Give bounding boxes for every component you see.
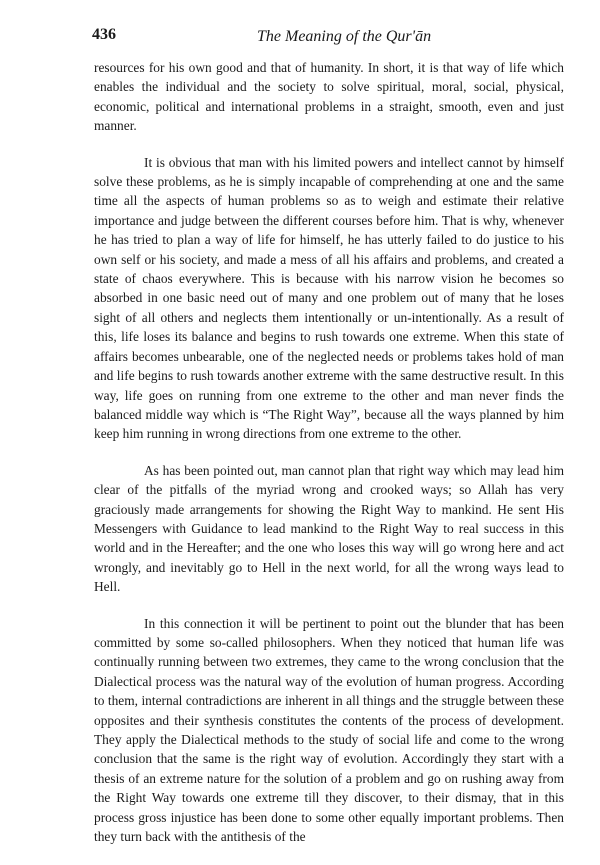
- page-number: 436: [92, 26, 116, 43]
- body-text: [94, 58, 564, 846]
- paragraph-continuation: resources for his own good and that of humanity. In short, it is that way of life which enables the individual and the society to solve spiritual, moral, social, physical, economic, political and international problems in a straight, smooth, even and just manner.: [94, 60, 564, 134]
- paragraph: As has been pointed out, man cannot plan that right way which may lead him clear of the pitfalls of the myriad wrong and crooked ways; so Allah has very graciously made arrangements for showing the Right Way to mankind. He sent His Messengers with Guidance to lead mankind to the Right Way to real success in this world and in the Hereafter; and the one who loses this way will go wrong here and act wrongly, and inevitably go to Hell in the next world, for all the wrong ways lead to Hell.: [94, 462, 564, 595]
- paragraph: It is obvious that man with his limited powers and intellect cannot by himself solve these problems, as he is simply incapable of comprehending at one and the same time all the aspects of human problems so as to weigh and estimate their relative importance and judge between the different courses before him. That is why, whenever he has tried to plan a way of life for himself, he has utterly failed to do justice to his own self or his society, and made a mess of all his affairs and problems, and created a state of chaos everywhere. This is because with his narrow vision he becomes so absorbed in one basic need out of many and one problem out of many that he loses sight of all others and neglects them intentionally or un-intentionally. As a result of this, life loses its balance and begins to rush towards one extreme. When this state of affairs becomes unbearable, one of the neglected needs or problems takes hold of man and life begins to rush towards another extreme with the same destructive result. In this way, life goes on running from one extreme to the other and man never finds the balanced middle way which is “The Right Way”, because all the ways planned by him keep him running in wrong directions from one extreme to the other.: [94, 154, 564, 442]
- paragraph: In this connection it will be pertinent to point out the blunder that has been committed by some so-called philosophers. When they noticed that human life was continually running between two extremes, they came to the wrong conclusion that the Dialectical process was the natural way of the evolution of human progress. According to them, internal contradictions are inherent in all things and the struggle between these opposites and their synthesis constitutes the contents of the process of development. They apply the Dialectical methods to the study of social life and come to the wrong conclusion that the same is the right way of evolution. Accordingly they start with a thesis of an extreme nature for the solution of a problem and go on rushing away from the Right Way towards one extreme till they discover, to their dismay, that in this process gross injustice has been done to some other equally important problems. Then they turn back with the antithesis of the: [94, 615, 564, 845]
- page-header: [92, 26, 562, 50]
- running-title: The Meaning of the Qur'ān: [257, 28, 432, 45]
